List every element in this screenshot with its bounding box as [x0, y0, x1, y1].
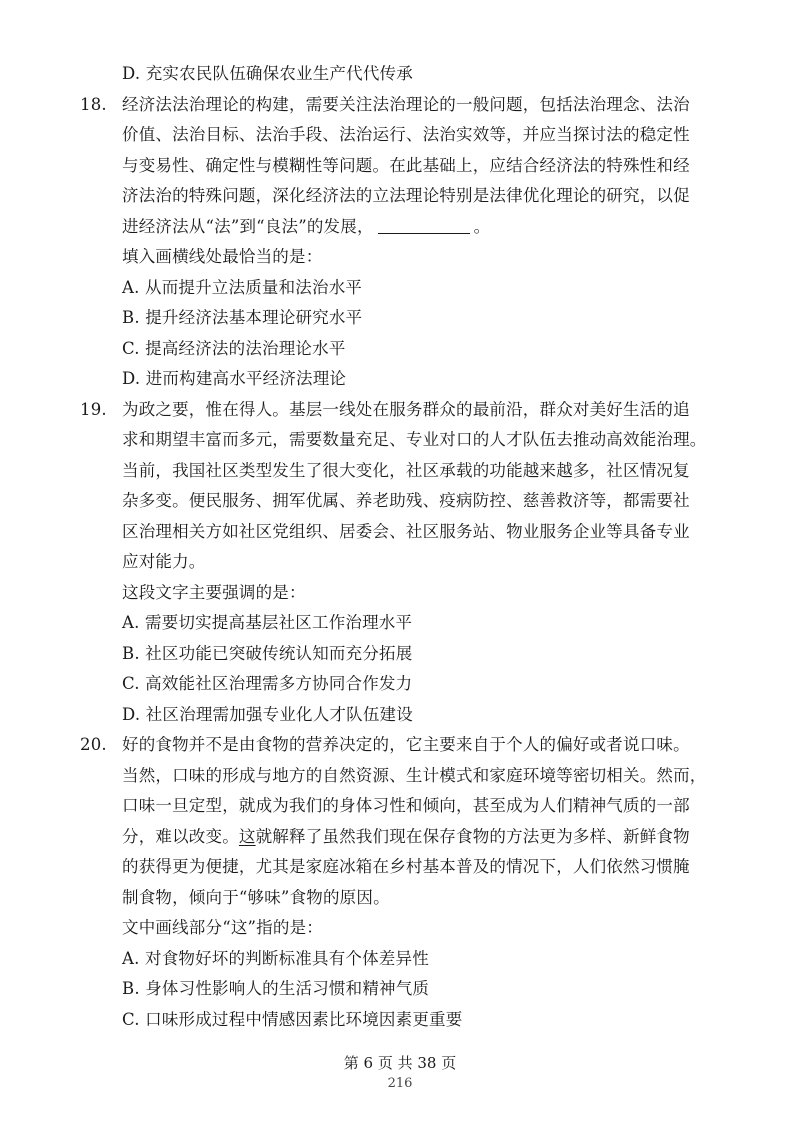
q18-stem-line-1: 18. 经济法法治理论的构建，需要关注法治理论的一般问题，包括法治理念、法治	[80, 93, 690, 117]
q20-option-b: B. 身体习性影响人的生活习惯和精神气质	[122, 979, 430, 998]
q19-prompt: 这段文字主要强调的是：	[122, 583, 306, 602]
q17-option-d: D. 充实农民队伍确保农业生产代代传承	[122, 64, 413, 83]
q20-option-c: C. 口味形成过程中情感因素比环境因素更重要	[122, 1010, 463, 1029]
page-footer: 第 6 页 共 38 页	[343, 1054, 457, 1072]
q19-stem-line-2: 求和期望丰富而多元，需要数量充足、专业对口的人才队伍去推动高效能治理。	[122, 430, 707, 449]
answer-blank	[378, 219, 470, 234]
q18-number: 18.	[80, 95, 107, 114]
q18-prompt: 填入画横线处最恰当的是：	[122, 247, 323, 266]
q19-number: 19.	[80, 400, 107, 419]
page-number: 216	[387, 1076, 413, 1091]
q18-stem-line-3: 与变易性、确定性与模糊性等问题。在此基础上，应结合经济法的特殊性和经	[122, 156, 690, 175]
q19-option-d: D. 社区治理需加强专业化人才队伍建设	[122, 705, 413, 724]
q20-stem-line-6: 制食物，倾向于“够味”食物的原因。	[122, 888, 390, 907]
q20-option-a: A. 对食物好坏的判断标准具有个体差异性	[122, 949, 429, 968]
q19-stem-line-3: 当前，我国社区类型发生了很大变化，社区承载的功能越来越多，社区情况复	[122, 461, 690, 480]
underlined-word: 这	[238, 827, 256, 846]
q20-number: 20.	[80, 735, 107, 754]
q18-option-d: D. 进而构建高水平经济法理论	[122, 369, 347, 388]
q18-stem-line-2: 价值、法治目标、法治手段、法治运行、法治实效等，并应当探讨法的稳定性	[122, 125, 690, 144]
q19-option-a: A. 需要切实提高基层社区工作治理水平	[122, 613, 413, 632]
q19-stem-line-5: 区治理相关方如社区党组织、居委会、社区服务站、物业服务企业等具备专业	[122, 522, 690, 541]
q18-stem-line-5: 进经济法从“法”到“良法”的发展， 。	[122, 217, 491, 236]
q20-stem-line-2: 当然，口味的形成与地方的自然资源、生计模式和家庭环境等密切相关。然而，	[122, 766, 707, 785]
q19-stem-line-1: 19. 为政之要，惟在得人。基层一线处在服务群众的最前沿，群众对美好生活的追	[80, 398, 690, 422]
q20-stem-line-5: 的获得更为便捷，尤其是家庭冰箱在乡村基本普及的情况下，人们依然习惯腌	[122, 857, 690, 876]
q18-option-b: B. 提升经济法基本理论研究水平	[122, 308, 363, 327]
q19-stem-line-6: 应对能力。	[122, 552, 206, 571]
q18-option-c: C. 提高经济法的法治理论水平	[122, 339, 346, 358]
q20-stem-line-4: 分，难以改变。这就解释了虽然我们现在保存食物的方法更为多样、新鲜食物	[122, 827, 690, 846]
q20-stem-line-3: 口味一旦定型，就成为我们的身体习性和倾向，甚至成为人们精神气质的一部	[122, 796, 690, 815]
q20-prompt: 文中画线部分“这”指的是：	[122, 918, 323, 937]
q19-option-b: B. 社区功能已突破传统认知而充分拓展	[122, 644, 413, 663]
q18-stem-line-4: 济法治的特殊问题，深化经济法的立法理论特别是法律优化理论的研究，以促	[122, 186, 690, 205]
q19-stem-line-4: 杂多变。便民服务、拥军优属、养老助残、疫病防控、慈善救济等，都需要社	[122, 491, 690, 510]
q20-stem-line-1: 20. 好的食物并不是由食物的营养决定的，它主要来自于个人的偏好或者说口味。	[80, 733, 690, 757]
q19-option-c: C. 高效能社区治理需多方协同合作发力	[122, 674, 413, 693]
q18-option-a: A. 从而提升立法质量和法治水平	[122, 278, 363, 297]
